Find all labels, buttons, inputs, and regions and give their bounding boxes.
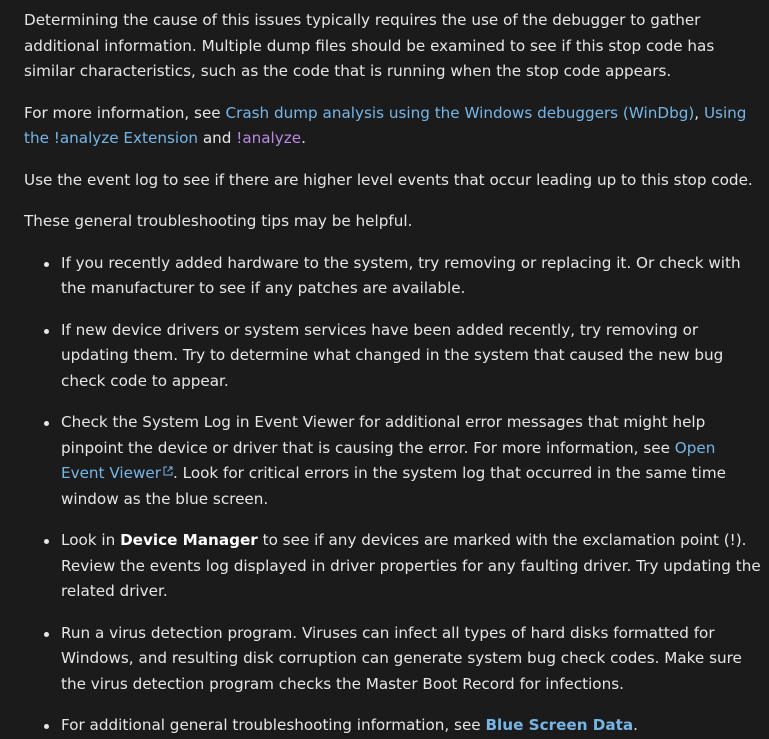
crash-dump-analysis-link[interactable]: Crash dump analysis using the Windows debuggers (WinDbg) [225,103,695,122]
tip-system-log-suffix: . Look for critical errors in the system log that occurred in the same time window as the blue screen. [61,464,726,508]
list-item [61,528,761,605]
link-separator: , [694,103,704,122]
more-info-suffix: . [301,129,306,147]
list-item [61,251,761,302]
tip-general-prefix: For additional general troubleshooting information, see [61,716,486,734]
analyze-link[interactable]: !analyze [236,129,302,147]
tips-intro-paragraph: These general troubleshooting tips may be helpful. [24,212,413,230]
open-event-viewer-label: Open Event Viewer [61,438,716,482]
link-conjunction: and [198,129,237,147]
troubleshooting-tips-list [24,251,761,739]
device-manager-term: Device Manager [120,531,258,549]
intro-paragraph: Determining the cause of this issues typically requires the use of the debugger to gather additional information. Multiple dump files should be examined to see if this stop code has similar characteristics, such as the code that is running when the stop code appears. [24,11,715,80]
tip-hardware: If you recently added hardware to the system, try removing or replacing it. Or check with the manufacturer to see if any patches are available. [61,253,741,297]
more-info-paragraph [24,101,761,152]
list-item [61,621,761,698]
tip-general-suffix: . [633,716,638,734]
list-item [61,318,761,395]
tip-device-manager-prefix: Look in [61,531,121,549]
tip-device-manager-suffix: to see if any devices are marked with the exclamation point (!). Review the events log displayed in driver properties for any faulting driver. Try updating the related driver. [61,531,761,600]
blue-screen-data-link[interactable]: Blue Screen Data [485,716,634,734]
tip-drivers: If new device drivers or system services have been added recently, try removing or updating them. Try to determine what changed in the system that caused the new bug check code to appear. [61,320,724,390]
external-link-icon [163,466,173,476]
list-item [61,713,761,739]
more-info-prefix: For more information, see [24,103,226,122]
tip-virus-detection: Run a virus detection program. Viruses can infect all types of hard disks formatted for Windows, and resulting disk corruption can generate system bug check codes. Make sure the virus detection program checks the Master Boot Record for infections. [61,623,742,693]
event-log-paragraph: Use the event log to see if there are higher level events that occur leading up to this stop code. [24,170,753,189]
analyze-extension-link[interactable]: Using the !analyze Extension [24,103,747,147]
list-item [61,410,761,512]
tip-system-log-prefix: Check the System Log in Event Viewer for additional error messages that might help pinpoint the device or driver that is causing the error. For more information, see [61,413,706,457]
